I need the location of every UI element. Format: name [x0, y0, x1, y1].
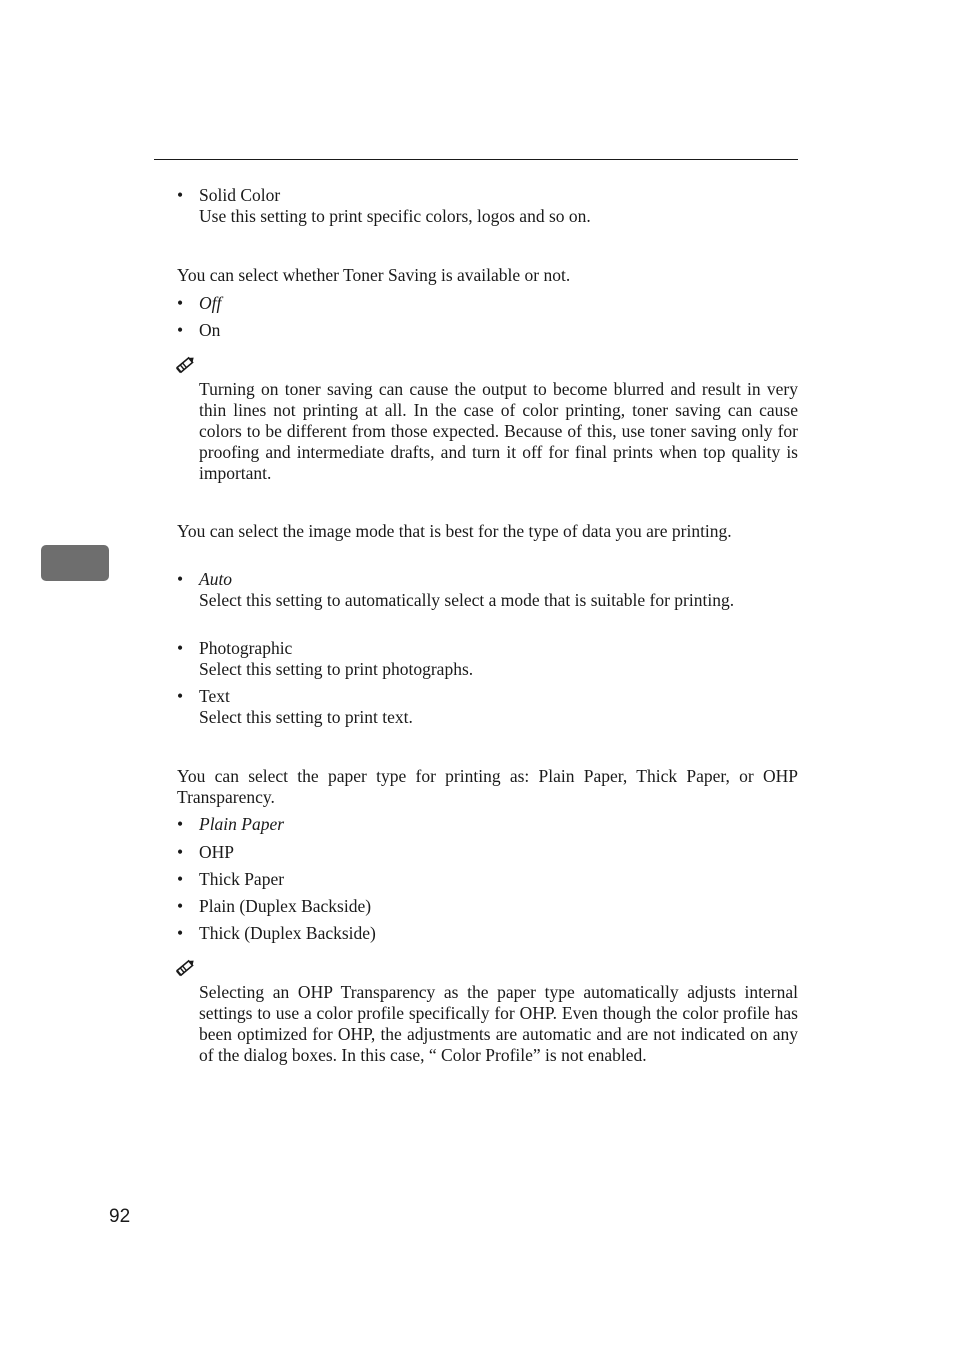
- image-mode-auto-desc: Select this setting to automatically select a mode that is suitable for printing.: [199, 590, 735, 610]
- paper-option-ohp: OHP: [199, 842, 235, 862]
- image-mode-photo-desc: Select this setting to print photographs.: [199, 659, 474, 679]
- image-mode-text-label: Text: [199, 686, 230, 706]
- bullet-icon: •: [177, 293, 184, 313]
- toner-saving-intro: You can select whether Toner Saving is available or not.: [177, 265, 571, 285]
- paper-type-intro: You can select the paper type for printing as: Plain Paper, Thick Paper, or OHP Transparency.: [177, 766, 798, 807]
- paper-type-note: Selecting an OHP Transparency as the paper type automatically adjusts internal settings to use a color profile specifically for OHP. Even though the color profile has been optimized for OHP, the adjustments are automatic and are not indicated on any of the dialog boxes. In this case, “ Color Profile” is not enabled.: [199, 982, 798, 1065]
- list-item: [177, 686, 230, 707]
- list-item: [177, 638, 292, 659]
- list-item: [177, 569, 232, 590]
- bullet-icon: •: [177, 686, 184, 706]
- bullet-icon: •: [177, 638, 184, 658]
- image-mode-auto-label: Auto: [199, 569, 233, 589]
- bullet-icon: •: [177, 842, 184, 862]
- solid-color-desc: Use this setting to print specific colors, logos and so on.: [199, 206, 591, 226]
- pencil-note-icon: [175, 354, 197, 374]
- list-item: [177, 896, 371, 917]
- paper-option-plain: Plain Paper: [199, 814, 285, 834]
- bullet-icon: •: [177, 569, 184, 589]
- bullet-icon: •: [177, 923, 184, 943]
- list-item: [177, 842, 234, 863]
- paper-option-thick-duplex: Thick (Duplex Backside): [199, 923, 376, 943]
- chapter-tab: [41, 545, 109, 581]
- list-item: [177, 293, 221, 314]
- list-item: [177, 185, 280, 206]
- bullet-icon: •: [177, 320, 184, 340]
- paper-option-thick: Thick Paper: [199, 869, 285, 889]
- pencil-note-icon: [175, 957, 197, 977]
- image-mode-text-desc: Select this setting to print text.: [199, 707, 413, 727]
- page-number: 92: [109, 1206, 131, 1227]
- image-mode-intro: You can select the image mode that is best for the type of data you are printing.: [177, 521, 732, 541]
- solid-color-label: Solid Color: [199, 185, 281, 205]
- list-item: [177, 320, 220, 341]
- header-rule: [154, 159, 798, 160]
- bullet-icon: •: [177, 896, 184, 916]
- list-item: [177, 814, 284, 835]
- list-item: [177, 869, 284, 890]
- bullet-icon: •: [177, 814, 184, 834]
- bullet-icon: •: [177, 869, 184, 889]
- toner-option-off: Off: [199, 293, 222, 313]
- bullet-icon: •: [177, 185, 184, 205]
- list-item: [177, 923, 376, 944]
- image-mode-photo-label: Photographic: [199, 638, 293, 658]
- toner-saving-note: Turning on toner saving can cause the output to become blurred and result in very thin lines not printing at all. In the case of color printing, toner saving can cause colors to be different from those expected. Because of this, use toner saving only for proofing and intermediate drafts, and turn it off for final prints when top quality is important.: [199, 379, 798, 483]
- toner-option-on: On: [199, 320, 221, 340]
- paper-option-plain-duplex: Plain (Duplex Backside): [199, 896, 372, 916]
